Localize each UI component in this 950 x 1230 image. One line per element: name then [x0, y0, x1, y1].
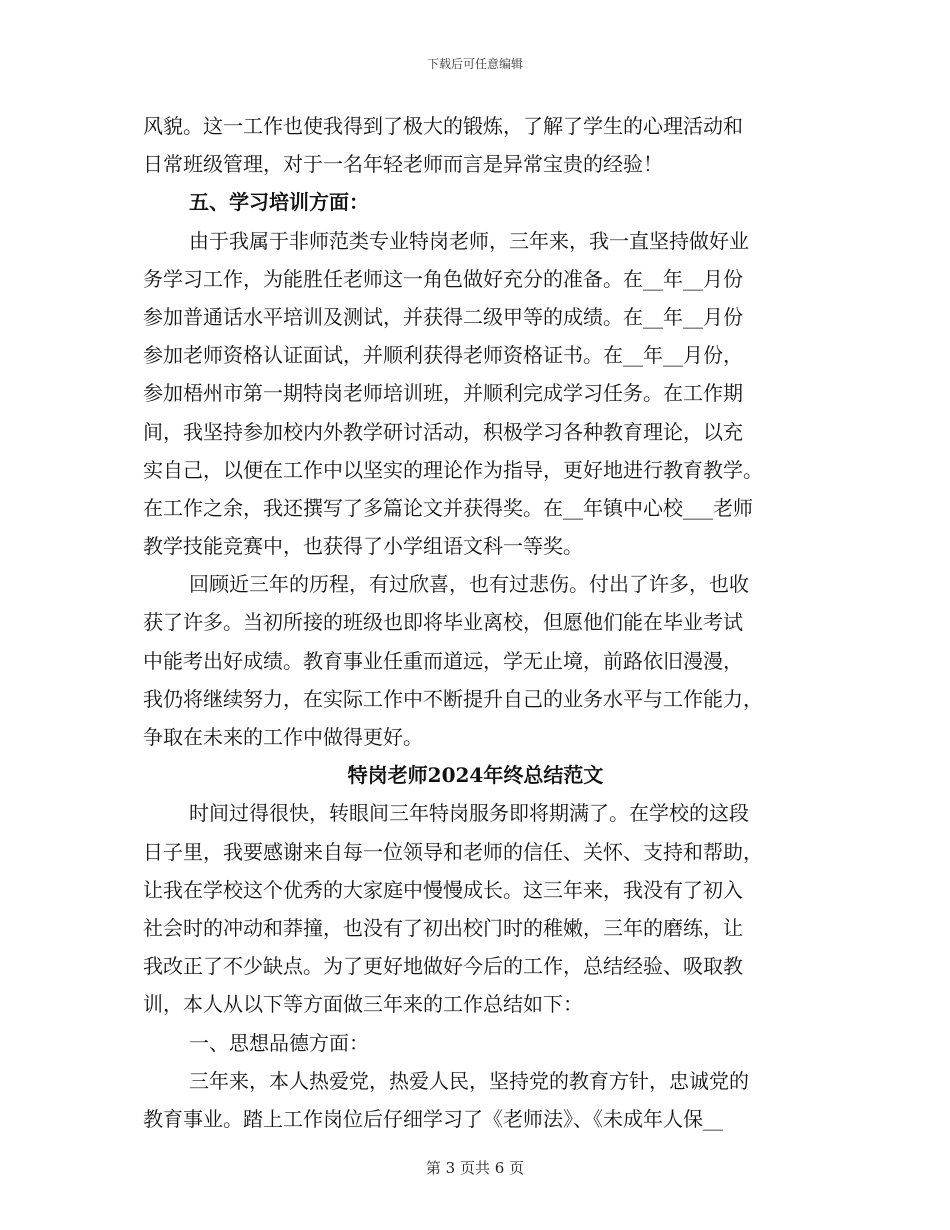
paragraph-start-line: 三年来，本人热爱党，热爱人民，坚持党的教育方针，忠诚党的 [189, 1068, 749, 1093]
paragraph-start-line: 时间过得很快，转眼间三年特岗服务即将期满了。在学校的这段 [189, 801, 749, 826]
body-line: 在工作之余，我还撰写了多篇论文并获得奖。在__年镇中心校___老师 [143, 495, 753, 520]
body-line: 争取在未来的工作中做得更好。 [143, 725, 423, 749]
body-line: 我改正了不少缺点。为了更好地做好今后的工作，总结经验、吸取教 [143, 954, 743, 979]
paragraph-start-line: 回顾近三年的历程，有过欣喜，也有过悲伤。付出了许多，也收 [189, 572, 749, 597]
article-title: 特岗老师2024年终总结范文 [347, 763, 604, 788]
body-line: 参加普通话水平培训及测试，并获得二级甲等的成绩。在__年__月份 [143, 304, 743, 329]
section-heading-study-training: 五、学习培训方面： [189, 190, 369, 215]
document-body [143, 107, 808, 1138]
body-line: 获了许多。当初所接的班级也即将毕业离校，但愿他们能在毕业考试 [143, 610, 743, 635]
body-line: 风貌。这一工作也使我得到了极大的锻炼，了解了学生的心理活动和 [143, 114, 743, 138]
body-line: 日常班级管理，对于一名年轻老师而言是异常宝贵的经验！ [143, 152, 663, 177]
paragraph-start-line: 由于我属于非师范类专业特岗老师，三年来，我一直坚持做好业 [189, 228, 749, 253]
body-line: 实自己，以便在工作中以坚实的理论作为指导，更好地进行教育教学。 [143, 457, 763, 482]
body-line: 务学习工作，为能胜任老师这一角色做好充分的准备。在__年__月份 [143, 266, 743, 291]
body-line: 参加老师资格认证面试，并顺利获得老师资格证书。在__年__月份， [143, 343, 743, 368]
body-line: 社会时的冲动和莽撞，也没有了初出校门时的稚嫩，三年的磨练，让 [143, 915, 743, 940]
body-line: 日子里，我要感谢来自每一位领导和老师的信任、关怀、支持和帮助， [143, 839, 763, 864]
page-header: 下载后可任意编辑 [426, 57, 523, 71]
page-footer: 第 3 页共 6 页 [425, 1159, 525, 1177]
section-heading-ideology: 一、思想品德方面： [189, 1030, 369, 1055]
body-line: 我仍将继续努力，在实际工作中不断提升自己的业务水平与工作能力， [143, 686, 763, 711]
body-line: 参加梧州市第一期特岗老师培训班，并顺利完成学习任务。在工作期 [143, 381, 743, 406]
body-line: 教育事业。踏上工作岗位后仔细学习了《老师法》、《未成年人保__ [143, 1106, 723, 1131]
body-line: 让我在学校这个优秀的大家庭中慢慢成长。这三年来，我没有了初入 [143, 877, 743, 902]
body-line: 间，我坚持参加校内外教学研讨活动，积极学习各种教育理论，以充 [143, 419, 743, 444]
body-line: 训，本人从以下等方面做三年来的工作总结如下： [143, 992, 583, 1017]
body-line: 教学技能竞赛中，也获得了小学组语文科一等奖。 [143, 534, 583, 559]
body-line: 中能考出好成绩。教育事业任重而道远，学无止境，前路依旧漫漫， [143, 648, 743, 673]
